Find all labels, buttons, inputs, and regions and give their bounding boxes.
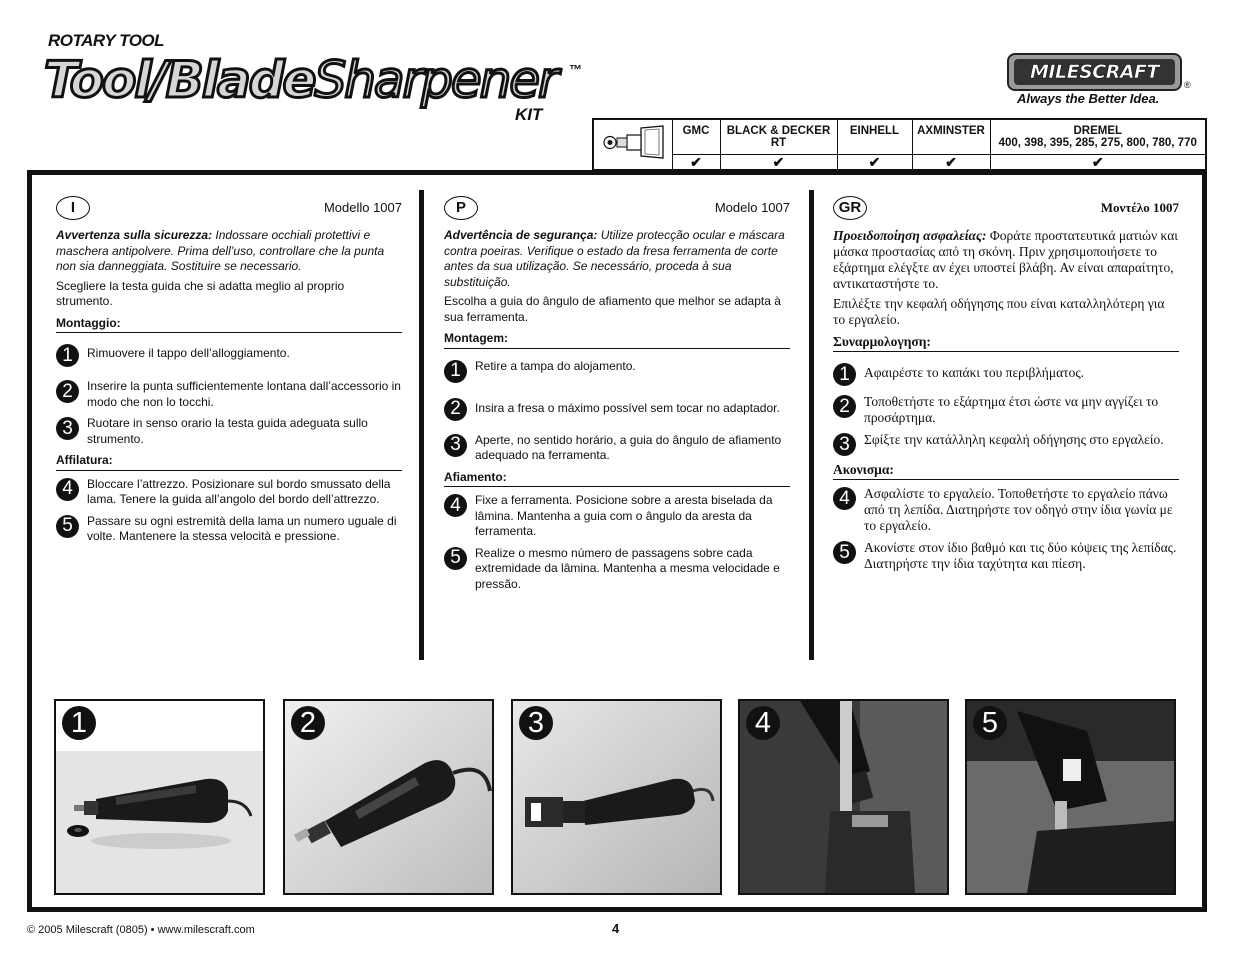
brand-name: MILESCRAFT (1030, 61, 1159, 83)
step-text: Ακονίστε στον ίδιο βαθμό και τις δύο κόψεις της λεπίδας. Διατηρήστε την ίδια ταχύτητα και πίεση. (864, 540, 1177, 571)
assembly-heading: Montagem: (444, 331, 790, 349)
choose-guide-text: Επιλέξτε την κεφαλή οδήγησης που είναι καταλληλότερη για το εργαλείο. (833, 296, 1165, 327)
step-1 (444, 359, 790, 383)
warning-text: Utilize protecção ocular e máscara contra poeiras. Verifique o estado da fresa ferramenta de corte antes da sua utilização. Se necessário, proceda à sua substituição. (444, 228, 785, 289)
model-number: Modelo 1007 (714, 200, 790, 216)
step-number: 2 (833, 395, 856, 418)
dremel-label: DREMEL (1073, 125, 1123, 137)
photo-number: 3 (519, 706, 553, 740)
assembly-heading: Montaggio: (56, 316, 402, 334)
page-number: 4 (612, 921, 620, 936)
language-badge: I (56, 196, 90, 220)
step-text: Retire a tampa do alojamento. (475, 358, 636, 373)
step-3 (56, 416, 402, 447)
step-number: 5 (444, 547, 467, 570)
model-number: Modello 1007 (323, 200, 402, 216)
language-badge: P (444, 196, 478, 220)
photo-step-1 (54, 699, 265, 895)
compat-col-gmc: GMC (672, 119, 720, 154)
title-tool-blade: Tool/Blade (44, 51, 315, 109)
assembly-heading: Συναρμολογηση: (833, 334, 1179, 352)
photo-step-3 (511, 699, 722, 895)
milescraft-logo (1007, 53, 1182, 91)
step-number: 3 (56, 417, 79, 440)
warning-label: Προειδοποίηση ασφαλείας: (833, 228, 987, 243)
compat-col-einhell: EINHELL (837, 119, 912, 154)
rotary-tool-label: ROTARY TOOL (48, 31, 165, 50)
safety-warning (444, 228, 790, 290)
step-number: 5 (56, 515, 79, 538)
step-3 (833, 432, 1179, 456)
title-sharpener: Sharpener (314, 51, 557, 109)
step-number: 4 (444, 494, 467, 517)
column-divider (419, 190, 424, 660)
tagline: Always the Better Idea. (1017, 91, 1160, 106)
warning-label: Avvertenza sulla sicurezza: (56, 228, 213, 242)
greek-section (833, 196, 1179, 578)
step-text: Fixe a ferramenta. Posicione sobre a aresta biselada da lâmina. Mantenha a guia com o ângulo da aresta da ferramenta. (475, 493, 773, 538)
portuguese-section (444, 196, 790, 598)
step-4 (833, 486, 1179, 534)
compatibility-table (592, 118, 1207, 171)
sharpening-heading: Afiamento: (444, 470, 790, 488)
step-number: 3 (444, 434, 467, 457)
safety-warning (833, 228, 1179, 292)
step-number: 4 (56, 478, 79, 501)
sharpening-heading: Ακονισμα: (833, 462, 1179, 480)
step-number: 1 (56, 344, 79, 367)
registered-mark: ® (1184, 80, 1191, 90)
choose-guide-text: Scegliere la testa guida che si adatta meglio al proprio strumento. (56, 278, 345, 308)
photo-number: 1 (62, 706, 96, 740)
step-2 (833, 394, 1179, 426)
step-text: Ruotare in senso orario la testa guida adeguata sullo strumento. (87, 416, 368, 446)
language-badge: GR (833, 196, 867, 220)
step-text: Bloccare l’attrezzo. Posizionare sul bordo smussato della lama. Tenere la guida all’angolo del bordo dell’attrezzo. (87, 476, 391, 506)
step-number: 2 (444, 398, 467, 421)
photo-step-2 (283, 699, 494, 895)
check-dremel: ✔ (990, 154, 1206, 170)
model-number: Μοντέλο 1007 (1100, 200, 1179, 215)
step-number: 5 (833, 541, 856, 564)
step-number: 4 (833, 487, 856, 510)
step-5 (56, 514, 402, 545)
check-einhell: ✔ (837, 154, 912, 170)
check-black-decker: ✔ (720, 154, 837, 170)
step-3 (444, 433, 790, 464)
step-number: 1 (444, 360, 467, 383)
step-5 (444, 546, 790, 593)
italian-section (56, 196, 402, 551)
sharpening-heading: Affilatura: (56, 453, 402, 471)
step-text: Insira a fresa o máximo possível sem tocar no adaptador. (475, 400, 780, 415)
step-2 (56, 379, 402, 410)
photo-step-4 (738, 699, 949, 895)
dremel-models: 400, 398, 395, 285, 275, 800, 780, 770 (998, 137, 1197, 149)
step-text: Τοποθετήστε το εξάρτημα έτσι ώστε να μην αγγίζει το προσάρτημα. (864, 394, 1159, 425)
compat-col-black-decker: BLACK & DECKER RT (720, 119, 837, 154)
step-text: Realize o mesmo número de passagens sobre cada extremidade da lâmina. Mantenha a mesma velocidade e pressão. (475, 545, 780, 591)
step-2 (444, 397, 790, 421)
step-text: Ασφαλίστε το εργαλείο. Τοποθετήστε το εργαλείο πάνω από τη λεπίδα. Διατηρήστε τον οδηγό στην ίδια γωνία με το εργαλείο. (864, 486, 1173, 533)
step-5 (833, 540, 1179, 572)
photo-step-5 (965, 699, 1176, 895)
step-1 (833, 362, 1179, 386)
safety-warning (56, 228, 402, 275)
guide-head-icon (593, 119, 672, 170)
step-number: 1 (833, 363, 856, 386)
photo-number: 4 (746, 706, 780, 740)
product-title (44, 50, 557, 110)
compat-col-axminster: AXMINSTER (912, 119, 990, 154)
step-text: Rimuovere il tappo dell’alloggiamento. (87, 346, 290, 360)
warning-label: Advertência de segurança: (444, 228, 598, 242)
step-text: Aperte, no sentido horário, a guia do ângulo de afiamento adequado na ferramenta. (475, 432, 782, 462)
choose-guide-text: Escolha a guia do ângulo de afiamento que melhor se adapta à sua ferramenta. (444, 294, 781, 324)
photo-number: 5 (973, 706, 1007, 740)
step-4 (444, 493, 790, 540)
footer-copyright: © 2005 Milescraft (0805) • www.milescraft.com (27, 924, 255, 936)
warning-text: Indossare occhiali protettivi e maschera antipolvere. Prima dell’uso, controllare che la punta non sia danneggiata. Sostituire se necessario. (56, 228, 385, 273)
step-1 (56, 343, 402, 367)
column-divider (809, 190, 814, 660)
step-text: Passare su ogni estremità della lama un numero uguale di volte. Mantenere la stessa velocità e pressione. (87, 513, 397, 543)
trademark: ™ (569, 62, 582, 77)
step-4 (56, 477, 402, 508)
kit-label: KIT (515, 105, 543, 124)
warning-text: Φοράτε προστατευτικά ματιών και μάσκα προστασίας από τη σκόνη. Πριν χρησιμοποιήσετε το εξάρτημα ελέγξτε αν έχει υποστεί βλάβη. Αν είναι απαραίτητο, αντικαταστήστε το. (833, 228, 1178, 291)
check-gmc: ✔ (672, 154, 720, 170)
compat-col-dremel (990, 119, 1206, 154)
step-number: 3 (833, 433, 856, 456)
step-text: Inserire la punta sufficientemente lontana dall’accessorio in modo che non lo tocchi. (87, 379, 401, 409)
step-text: Αφαιρέστε το καπάκι του περιβλήματος. (864, 365, 1085, 380)
step-text: Σφίξτε την κατάλληλη κεφαλή οδήγησης στο εργαλείο. (864, 432, 1164, 447)
photo-number: 2 (291, 706, 325, 740)
step-number: 2 (56, 380, 79, 403)
check-axminster: ✔ (912, 154, 990, 170)
